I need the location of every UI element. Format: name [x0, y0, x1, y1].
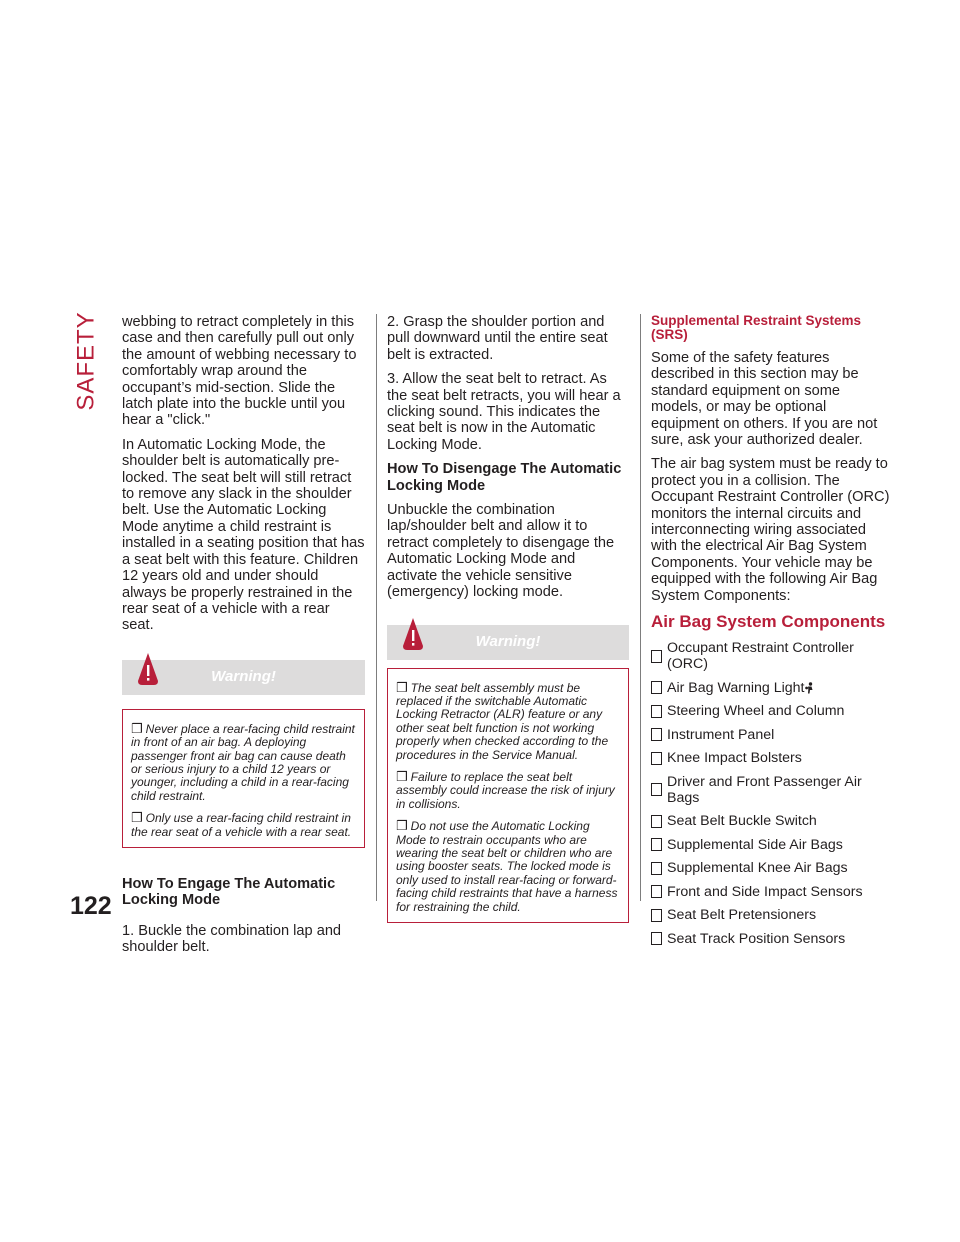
column-middle [387, 314, 629, 923]
paragraph: Unbuckle the combination lap/shoulder belt and allow it to retract completely to disengage the Automatic Locking Mode and activate the vehicle sensitive (emergency) locking mode. [387, 502, 615, 601]
step: 3. Allow the seat belt to retract. As the seat belt retracts, you will hear a clicking sound. This indicates the seat belt is now in the Automatic Locking Mode. [387, 371, 621, 453]
checkbox-bullet-icon: ❒ [396, 768, 408, 784]
list-item-text: Knee Impact Bolsters [667, 750, 802, 767]
column-left [122, 314, 365, 964]
checkbox-bullet-icon: ❒ [131, 810, 143, 826]
list-item-text: Occupant Restraint Controller (ORC) [667, 640, 854, 673]
component-list [651, 640, 893, 947]
list-item-text: Steering Wheel and Column [667, 703, 845, 720]
list-item-text: Seat Belt Buckle Switch [667, 813, 817, 830]
warning-text: Never place a rear-facing child restraint in front of an air bag. A deploying passenger front air bag can cause death or serious injury to a child 12 years or younger, including a child in a rear-facing child restraint. [131, 721, 355, 803]
checkbox-bullet-icon [651, 815, 662, 828]
list-item-text: Front and Side Impact Sensors [667, 883, 863, 900]
warning-item [131, 722, 358, 803]
list-item-text: Supplemental Side Air Bags [667, 836, 843, 853]
checkbox-bullet-icon [651, 932, 662, 945]
checkbox-bullet-icon: ❒ [396, 818, 408, 834]
list-item [651, 907, 893, 923]
airbag-warning-light-icon [805, 682, 815, 694]
checkbox-bullet-icon [651, 705, 662, 718]
column-divider [640, 314, 641, 901]
list-item-text: Supplemental Knee Air Bags [667, 860, 848, 877]
column-divider [376, 314, 377, 901]
warning-triangle-icon [402, 617, 424, 651]
warning-box [387, 668, 629, 924]
step: 2. Grasp the shoulder portion and pull downward until the entire seat belt is extracted. [387, 314, 608, 363]
list-item [651, 640, 893, 672]
warning-triangle-icon [137, 652, 159, 686]
checkbox-bullet-icon: ❒ [396, 679, 408, 695]
list-item [651, 860, 893, 876]
paragraph: Some of the safety features described in this section may be standard equipment on some models, or may be optional equipment on others. If you are not sure, ask your authorized dealer. [651, 350, 878, 449]
warning-item [396, 681, 622, 762]
warning-item [131, 811, 358, 839]
checkbox-bullet-icon [651, 783, 662, 796]
list-item [651, 884, 893, 900]
paragraph: webbing to retract completely in this case and then carefully pull out only the amount of webbing necessary to comfortably wrap around the occupant’s mid-section. Slide the latch plate into the buckle until you hear a "click." [122, 314, 357, 429]
warning-text: Failure to replace the seat belt assembly could increase the risk of injury in collisions. [396, 769, 615, 811]
warning-item [396, 819, 622, 914]
warning-header [387, 625, 629, 660]
section-heading: Air Bag System Components [651, 612, 886, 632]
list-item [651, 813, 893, 829]
checkbox-bullet-icon [651, 885, 662, 898]
list-item [651, 837, 893, 853]
checkbox-bullet-icon [651, 838, 662, 851]
list-item [651, 703, 893, 719]
column-right [651, 314, 893, 954]
list-item-text: Seat Belt Pretensioners [667, 907, 817, 924]
list-item-text: Driver and Front Passenger Air Bags [667, 773, 862, 806]
subheading: How To Disengage The Automatic Locking Mode [387, 461, 622, 494]
list-item-text: Instrument Panel [667, 726, 775, 743]
page-number: 122 [70, 892, 112, 920]
list-item [651, 750, 893, 766]
section-title: Supplemental Restraint Systems (SRS) [651, 313, 862, 342]
checkbox-bullet-icon [651, 650, 662, 663]
list-item [651, 727, 893, 743]
warning-text: Only use a rear-facing child restraint in the rear seat of a vehicle with a rear seat. [131, 811, 352, 839]
list-item-text: Seat Track Position Sensors [667, 930, 846, 947]
warning-item [396, 770, 622, 811]
list-item-text: Air Bag Warning Light [667, 679, 805, 696]
checkbox-bullet-icon: ❒ [131, 720, 143, 736]
list-item [651, 931, 893, 947]
checkbox-bullet-icon [651, 681, 662, 694]
warning-header [122, 660, 365, 695]
warning-title: Warning! [475, 632, 541, 650]
section-side-label [68, 311, 106, 411]
checkbox-bullet-icon [651, 752, 662, 765]
step: 1. Buckle the combination lap and shoulder belt. [122, 922, 342, 956]
list-item [651, 774, 893, 806]
checkbox-bullet-icon [651, 862, 662, 875]
paragraph: The air bag system must be ready to protect you in a collision. The Occupant Restraint Controller (ORC) monitors the internal circuits and interconnecting wiring associated with the electrical Air Bag System Components. Your vehicle may be equipped with the following Air Bag System Components: [651, 456, 890, 604]
checkbox-bullet-icon [651, 728, 662, 741]
warning-text: Do not use the Automatic Locking Mode to restrain occupants who are wearing the seat belt or children who are using booster seats. The locked mode is only used to install rear-facing or forward-facing child restraints that have a harness for restraining the child. [396, 819, 618, 914]
paragraph: In Automatic Locking Mode, the shoulder belt is automatically pre-locked. The seat belt will still retract to remove any slack in the shoulder belt. Use the Automatic Locking Mode anytime a child restraint is installed in a seating position that has a seat belt with this feature. Children 12 years old and under should always be properly restrained in the rear seat of a vehicle with a rear seat. [122, 436, 365, 634]
checkbox-bullet-icon [651, 909, 662, 922]
list-item [651, 680, 893, 696]
warning-title: Warning! [211, 668, 276, 686]
section-label-text: SAFETY [73, 311, 101, 411]
warning-box [122, 709, 365, 848]
subheading: How To Engage The Automatic Locking Mode [122, 875, 336, 909]
warning-text: The seat belt assembly must be replaced if the switchable Automatic Locking Retractor (ALR) feature or any other seat belt function is not working properly when checked according to the procedures in the Service Manual. [396, 680, 609, 762]
